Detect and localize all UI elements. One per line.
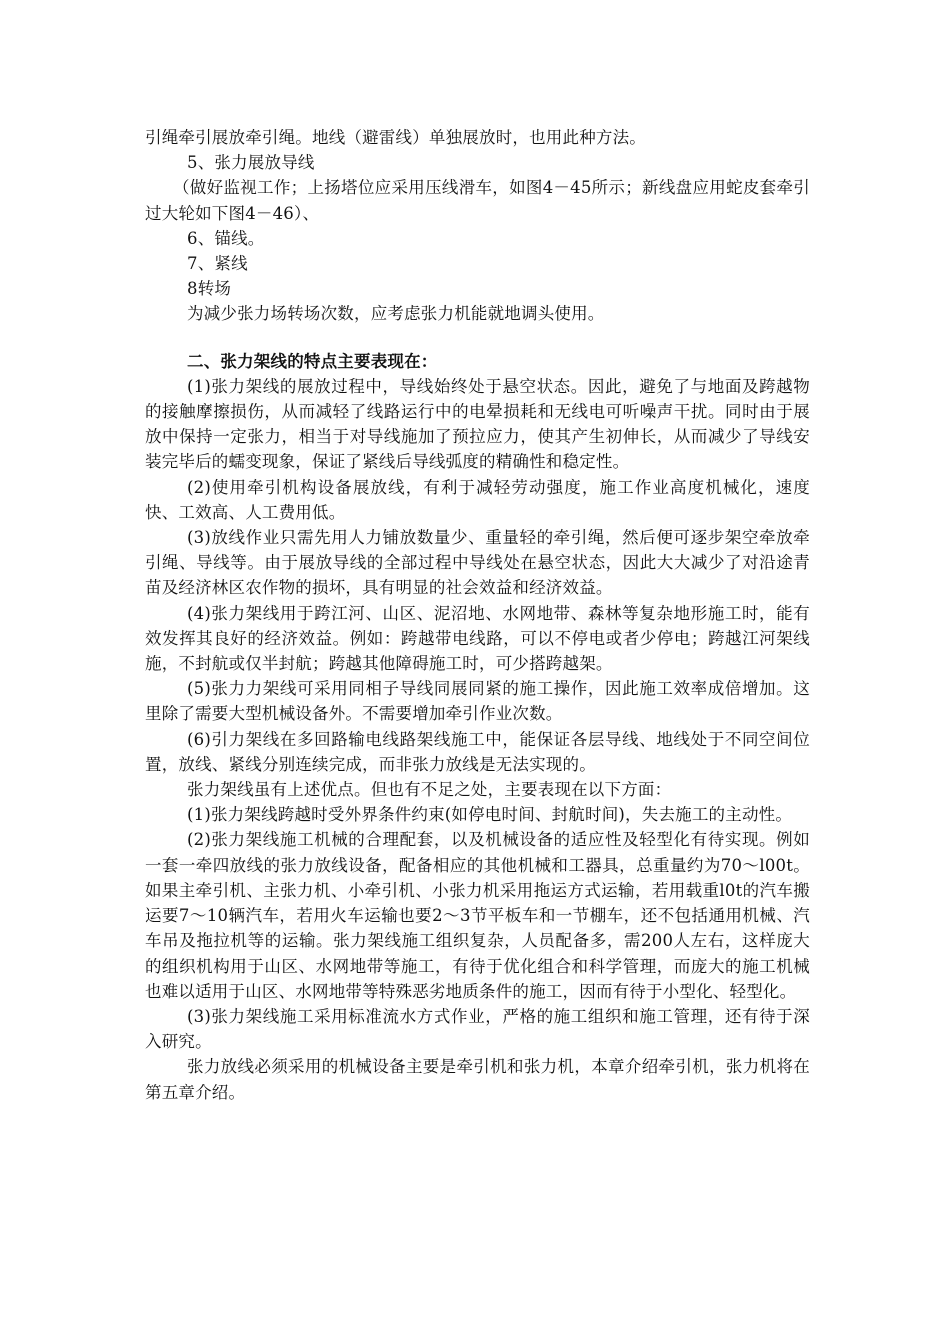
feature-5: (5)张力力架线可采用同相子导线同展同紧的施工操作，因此施工效率成倍增加。这里除了需要大型机械设备外。不需要增加牵引作业次数。 <box>145 679 810 724</box>
drawbacks-intro: 张力架线虽有上述优点。但也有不足之处，主要表现在以下方面： <box>187 780 672 800</box>
section-2-heading: 二、张力架线的特点主要表现在： <box>187 351 438 371</box>
feature-4: (4)张力架线用于跨江河、山区、泥沼地、水网地带、森林等复杂地形施工时，能有效发挥其良好的经济效益。例如：跨越带电线路，可以不停电或者少停电；跨越江河架线施，不封航或仅半封航；跨越其他障碍施工时，可少搭跨越架。 <box>145 603 810 674</box>
document-page <box>145 125 810 1105</box>
step-8-note: 为减少张力场转场次数，应考虑张力机能就地调头使用。 <box>187 304 605 324</box>
drawback-1: (1)张力架线跨越时受外界条件约束(如停电时间、封航时间)，失去施工的主动性。 <box>187 805 793 825</box>
feature-3: (3)放线作业只需先用人力铺放数量少、重量轻的牵引绳，然后便可逐步架空牵放牵引绳、导线等。由于展放导线的全部过程中导线处在悬空状态，因此大大减少了对沿途青苗及经济林区农作物的损坏，具有明显的社会效益和经济效益。 <box>145 528 810 598</box>
step-7-heading: 7、紧线 <box>187 254 248 274</box>
closing-paragraph: 张力放线必须采用的机械设备主要是牵引机和张力机，本章介绍牵引机，张力机将在第五章介绍。 <box>145 1057 810 1102</box>
feature-2: (2)使用牵引机构设备展放线，有利于减轻劳动强度，施工作业高度机械化，速度快、工效高、人工费用低。 <box>145 477 810 522</box>
step-5-heading: 5、张力展放导线 <box>187 153 315 173</box>
step-6-heading: 6、锚线。 <box>187 228 265 248</box>
step-5-note: （做好监视工作；上扬塔位应采用压线滑车，如图4－45所示；新线盘应用蛇皮套牵引过大轮如下图4－46）、 <box>145 178 810 223</box>
feature-6: (6)引力架线在多回路输电线路架线施工中，能保证各层导线、地线处于不同空间位置，放线、紧线分别连续完成，而非张力放线是无法实现的。 <box>145 729 810 774</box>
drawback-3: (3)张力架线施工采用标准流水方式作业，严格的施工组织和施工管理，还有待于深入研究。 <box>145 1006 810 1052</box>
drawback-2: (2)张力架线施工机械的合理配套，以及机械设备的适应性及轻型化有待实现。例如一套一牵四放线的张力放线设备，配备相应的其他机械和工器具，总重量约为70～l00t。如果主牵引机、主张力机、小牵引机、小张力机采用拖运方式运输，若用载重l0t的汽车搬运要7～10辆汽车，若用火车运输也要2～3节平板车和一节棚车，还不包括通用机械、汽车吊及拖拉机等的运输。张力架线施工组织复杂，人员配备多，需200人左右，这样庞大的组织机构用于山区、水网地带等施工，有待于优化组合和科学管理，而庞大的施工机械也难以适用于山区、水网地带等特殊恶劣地质条件的施工，因而有待于小型化、轻型化。 <box>145 830 810 1001</box>
paragraph-continuation: 引绳牵引展放牵引绳。地线（避雷线）单独展放时，也用此种方法。 <box>145 128 646 147</box>
step-8-heading: 8转场 <box>187 279 232 299</box>
feature-1: (1)张力架线的展放过程中，导线始终处于悬空状态。因此，避免了与地面及跨越物的接触摩擦损伤，从而减轻了线路运行中的电晕损耗和无线电可听噪声干扰。同时由于展放中保持一定张力，相当于对导线施加了预拉应力，使其产生初伸长，从而减少了导线安装完毕后的蠕变现象，保证了紧线后导线弧度的精确性和稳定性。 <box>145 376 810 472</box>
